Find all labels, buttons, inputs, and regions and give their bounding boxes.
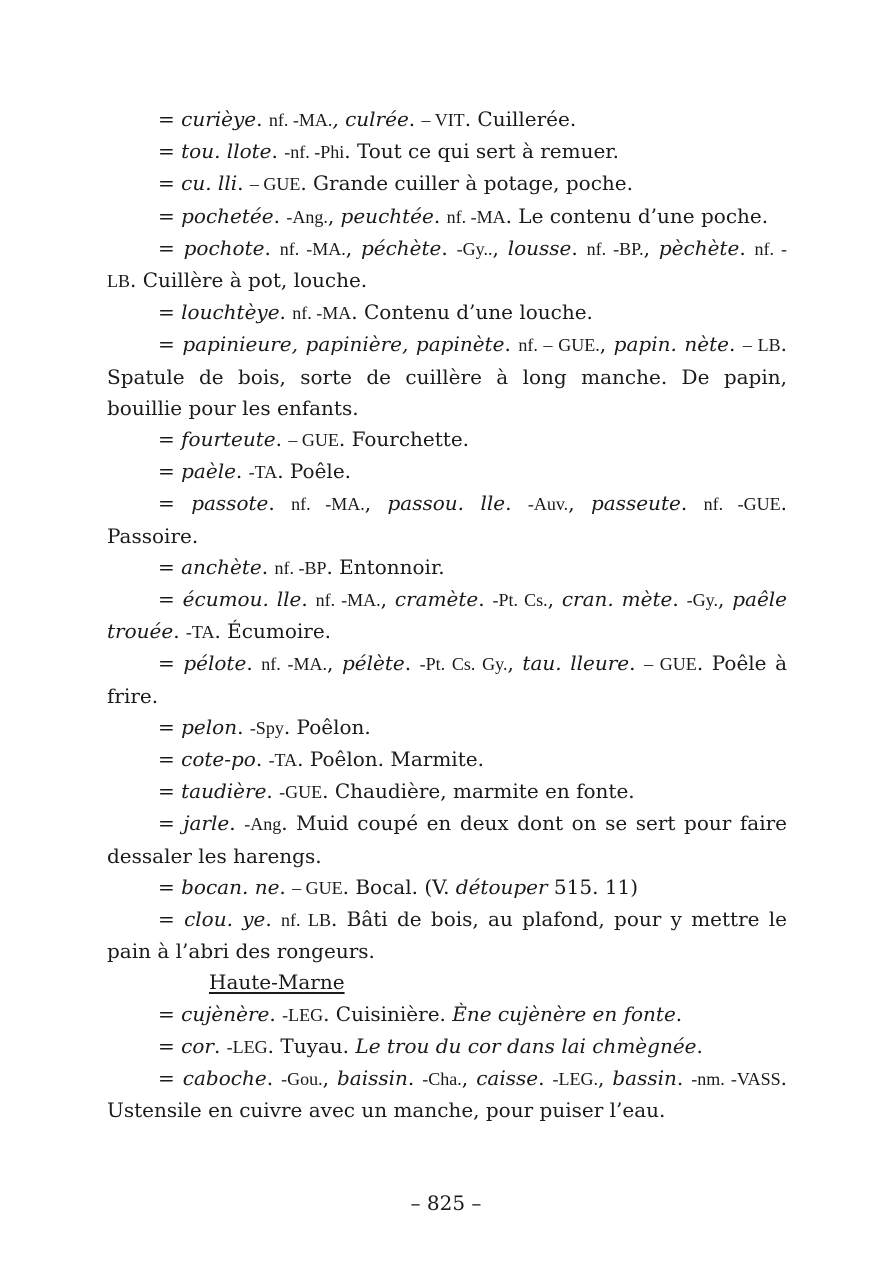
dialect-term: passou. lle	[387, 491, 506, 516]
entry-text: .	[672, 587, 687, 612]
source-abbreviation: – GUE	[249, 174, 301, 195]
source-abbreviation: -LEG	[226, 1036, 268, 1057]
entry-text: ,	[327, 203, 341, 228]
entry-text: 515. 11)	[547, 874, 639, 899]
entry-text: =	[158, 1066, 183, 1091]
source-abbreviation: nf. – GUE.	[518, 335, 600, 356]
dialect-term: péchète	[360, 235, 442, 260]
source-abbreviation: nf. -MA	[446, 206, 506, 227]
entry-text: .	[255, 747, 269, 772]
entry-text: =	[158, 779, 182, 804]
entry-text: ,	[327, 651, 342, 676]
entry-text: .	[680, 491, 704, 516]
source-abbreviation: – GUE	[288, 430, 339, 451]
entry-text: .	[246, 651, 262, 676]
entry-text: .	[441, 235, 457, 260]
entry-text: =	[158, 139, 182, 164]
entry-text: ,	[507, 651, 523, 676]
entry-text: =	[158, 554, 182, 579]
entry-text: .	[301, 587, 316, 612]
source-abbreviation: nf. -MA.	[315, 590, 381, 611]
dictionary-entry	[107, 808, 787, 871]
dialect-term: peuchtée	[340, 203, 434, 228]
entry-text: .	[173, 619, 186, 644]
dictionary-entry	[107, 329, 787, 424]
entry-text: ,	[461, 1066, 477, 1091]
entry-text: ,	[492, 235, 508, 260]
dictionary-entry	[107, 136, 787, 168]
dialect-term: pélote	[183, 651, 247, 676]
entry-text: =	[158, 235, 184, 260]
entry-text: ,	[380, 587, 395, 612]
source-abbreviation: – GUE	[644, 654, 697, 675]
dictionary-entry	[107, 776, 787, 808]
dialect-term: paèle	[181, 459, 236, 484]
entry-text: =	[158, 1033, 182, 1058]
entry-text: =	[158, 651, 184, 676]
entry-text: ,	[597, 1066, 613, 1091]
entry-text: ,	[599, 332, 614, 357]
dialect-term: curièye	[181, 107, 257, 131]
source-abbreviation: -GUE	[279, 782, 323, 803]
dialect-term: cramète	[394, 587, 479, 612]
entry-text: .	[505, 491, 528, 516]
entry-text: . Grande cuiller à potage, poche.	[300, 171, 633, 196]
dictionary-entry	[107, 1031, 787, 1063]
entry-text: .	[237, 714, 250, 739]
entry-text: . Ustensile en cuivre avec un manche, pour puiser l’eau.	[107, 1066, 787, 1123]
entry-text: ,	[322, 1066, 337, 1091]
entry-text: .	[739, 235, 755, 260]
entry-text: .	[433, 203, 447, 228]
dialect-term: papin. nète	[613, 332, 729, 357]
dictionary-entry	[107, 201, 787, 233]
dictionary-text	[107, 104, 787, 1127]
entry-text: . Contenu d’une louche.	[351, 300, 593, 325]
source-abbreviation: nf. -MA.	[268, 110, 333, 130]
entry-text: =	[158, 747, 182, 772]
source-abbreviation: nf. -MA.	[261, 654, 327, 675]
entry-text: .	[538, 1066, 553, 1091]
entry-text: ,	[547, 587, 562, 612]
entry-text: .	[571, 235, 587, 260]
dictionary-entry	[107, 744, 787, 776]
entry-text: =	[158, 491, 192, 516]
entry-text: . Cuisinière.	[323, 1001, 453, 1026]
source-abbreviation: nf. LB	[281, 910, 331, 931]
source-abbreviation: -Spy	[249, 717, 284, 738]
source-abbreviation: nf. -BP	[274, 557, 327, 578]
entry-text: .	[504, 332, 519, 357]
source-abbreviation: -TA	[268, 750, 298, 771]
entry-text: .	[266, 1066, 282, 1091]
source-abbreviation: nf. -LB	[107, 238, 788, 292]
source-abbreviation: nf. -BP.	[586, 238, 644, 259]
dictionary-entry	[107, 168, 787, 200]
entry-text: . Tout ce qui sert à remuer.	[344, 139, 620, 164]
dialect-term: papinieure, papinière, papinète	[182, 332, 505, 357]
entry-text: .	[696, 1033, 703, 1058]
entry-text: =	[158, 874, 182, 899]
source-abbreviation: -LEG	[282, 1004, 324, 1025]
entry-text: .	[265, 907, 282, 932]
dialect-term: pèchète	[658, 235, 740, 260]
entry-text: =	[158, 459, 182, 484]
source-abbreviation: – VIT	[421, 110, 465, 130]
entry-text: . Poêle.	[277, 459, 352, 484]
dictionary-entry	[107, 297, 787, 329]
entry-text: .	[269, 1001, 283, 1026]
dialect-term: cu. lli	[181, 171, 238, 196]
entry-text: .	[478, 587, 493, 612]
dictionary-entry	[107, 488, 787, 551]
dialect-term: Ène cujènère en fonte	[452, 1001, 676, 1026]
entry-text: .	[271, 139, 285, 164]
entry-text: . Poêle à frire.	[107, 651, 788, 708]
source-abbreviation: -LEG.	[552, 1069, 598, 1090]
dialect-term: tou. llote	[181, 139, 272, 164]
entry-text: . Le contenu d’une poche.	[505, 203, 769, 228]
entry-text: .	[235, 459, 249, 484]
entry-text: .	[279, 300, 293, 325]
source-abbreviation: -TA	[248, 462, 278, 483]
entry-text: =	[158, 427, 182, 452]
dialect-term: tau. lleure	[522, 651, 630, 676]
entry-text: .	[268, 491, 292, 516]
dictionary-entry	[107, 552, 787, 584]
dictionary-entry	[107, 104, 787, 136]
dictionary-entry	[107, 648, 787, 711]
dialect-term: clou. ye	[184, 907, 266, 932]
entry-text: .	[273, 203, 287, 228]
entry-text: . Tuyau.	[267, 1033, 356, 1058]
entry-text: =	[158, 332, 183, 357]
dialect-term: détouper	[455, 874, 548, 899]
entry-text: . Écumoire.	[214, 619, 332, 644]
dictionary-entry	[107, 424, 787, 456]
dialect-term: taudière	[181, 779, 267, 804]
entry-text: =	[158, 300, 182, 325]
entry-text: ,	[364, 491, 388, 516]
entry-text: . Poêlon.	[283, 714, 371, 739]
dialect-term: cote-po	[181, 747, 256, 772]
dialect-term: jarle	[183, 811, 230, 836]
entry-text: .	[407, 1066, 423, 1091]
dictionary-entry	[107, 904, 787, 967]
entry-text: ,	[643, 235, 659, 260]
entry-text: . Muid coupé en deux dont on se sert pour faire dessaler les harengs.	[107, 811, 788, 868]
dialect-term: caboche	[182, 1066, 267, 1091]
source-abbreviation: -nf. -Phi	[284, 142, 345, 163]
entry-text: .	[408, 107, 422, 131]
entry-text: .	[675, 1001, 683, 1026]
entry-text: .	[676, 1066, 692, 1091]
entry-list	[107, 104, 787, 967]
dialect-term: passote	[191, 491, 269, 516]
dialect-term: passeute	[590, 491, 681, 516]
entry-text: ,	[717, 587, 733, 612]
entry-text: . Chaudière, marmite en fonte.	[322, 779, 635, 804]
entry-text: =	[158, 811, 184, 836]
dialect-term: Le trou du cor dans lai chmègnée	[355, 1033, 697, 1058]
entry-text: . Poêlon. Marmite.	[297, 747, 484, 772]
entry-text: . Fourchette.	[338, 427, 470, 452]
dialect-term: bassin	[612, 1066, 677, 1091]
dictionary-entry	[107, 456, 787, 488]
entry-text: .	[279, 874, 293, 899]
dialect-term: pochote	[183, 235, 265, 260]
source-abbreviation: nf. -MA.	[279, 238, 346, 259]
page-number: – 825 –	[410, 1191, 482, 1215]
dialect-term: baissin	[336, 1066, 408, 1091]
source-abbreviation: -Auv.	[527, 494, 569, 515]
dialect-term: anchète	[181, 554, 262, 579]
source-abbreviation: -Pt. Cs. Gy.	[419, 654, 508, 675]
entry-text: . Spatule de bois, sorte de cuillère à long manche. De papin, bouillie pour les enfants.	[107, 332, 787, 420]
source-abbreviation: nf. -MA.	[291, 494, 365, 515]
source-abbreviation: -Gy..	[456, 238, 493, 259]
entry-text: =	[158, 107, 182, 131]
entry-text: .	[275, 427, 289, 452]
source-abbreviation: -Gy.	[686, 590, 718, 611]
dialect-term: louchtèye	[181, 300, 280, 325]
entry-text: =	[158, 587, 183, 612]
source-abbreviation: -Cha.	[422, 1069, 462, 1090]
source-abbreviation: -Pt. Cs.	[492, 590, 548, 611]
entry-text: ,	[345, 235, 361, 260]
source-abbreviation: nf. -GUE	[703, 494, 781, 515]
dictionary-entry	[107, 233, 787, 297]
entry-text: .	[629, 651, 645, 676]
entry-text: . Passoire.	[107, 491, 787, 548]
entry-text: =	[158, 171, 182, 196]
dialect-term: bocan. ne	[181, 874, 280, 899]
source-abbreviation: – GUE	[292, 877, 343, 898]
dictionary-entry	[107, 999, 787, 1031]
entry-text: .	[266, 779, 280, 804]
dictionary-entry	[107, 584, 787, 648]
entry-text: . Entonnoir.	[326, 554, 445, 579]
entry-text: =	[158, 1001, 182, 1026]
entry-list-haute-marne	[107, 999, 787, 1127]
source-abbreviation: – LB	[742, 335, 781, 356]
dictionary-entry	[107, 712, 787, 744]
dialect-term: pelon	[181, 714, 238, 739]
source-abbreviation: -Ang	[244, 814, 282, 835]
dialect-term: pochetée	[181, 203, 274, 228]
entry-text: . Cuillerée.	[464, 107, 577, 131]
source-abbreviation: nf. -MA	[292, 303, 352, 324]
entry-text: .	[729, 332, 743, 357]
entry-text: =	[158, 714, 182, 739]
dictionary-entry	[107, 1063, 787, 1126]
dialect-term: cujènère	[181, 1001, 270, 1026]
entry-text: .	[229, 811, 245, 836]
entry-text: =	[158, 203, 182, 228]
entry-text: . Bocal. (V.	[342, 874, 456, 899]
source-abbreviation: -TA	[185, 622, 215, 643]
section-heading: Haute-Marne	[209, 970, 345, 995]
dialect-term: cor	[181, 1033, 214, 1058]
entry-text: .	[261, 554, 275, 579]
source-abbreviation: -nm. -VASS	[691, 1069, 781, 1090]
dialect-term: écumou. lle	[182, 587, 302, 612]
dialect-term: cran. mète	[561, 587, 673, 612]
dictionary-entry	[107, 872, 787, 904]
entry-text: .	[237, 171, 250, 196]
entry-text: .	[404, 651, 420, 676]
entry-text: . Bâti de bois, au plafond, pour y mettre le pain à l’abri des rongeurs.	[107, 907, 788, 964]
entry-text: ,	[568, 491, 591, 516]
source-abbreviation: -Ang.	[286, 206, 328, 227]
entry-text: =	[158, 907, 185, 932]
dialect-term: caisse	[476, 1066, 539, 1091]
entry-text: .	[213, 1033, 227, 1058]
source-abbreviation: -Gou.	[281, 1069, 323, 1090]
dialect-term: lousse	[507, 235, 572, 260]
entry-text: . Cuillère à pot, louche.	[130, 268, 368, 293]
entry-text: .	[264, 235, 280, 260]
dialect-term: , culrée	[332, 107, 409, 131]
entry-text: .	[256, 107, 269, 131]
dialect-term: pélète	[341, 651, 405, 676]
dialect-term: paêle trouée	[107, 587, 788, 644]
dialect-term: fourteute	[181, 427, 276, 452]
